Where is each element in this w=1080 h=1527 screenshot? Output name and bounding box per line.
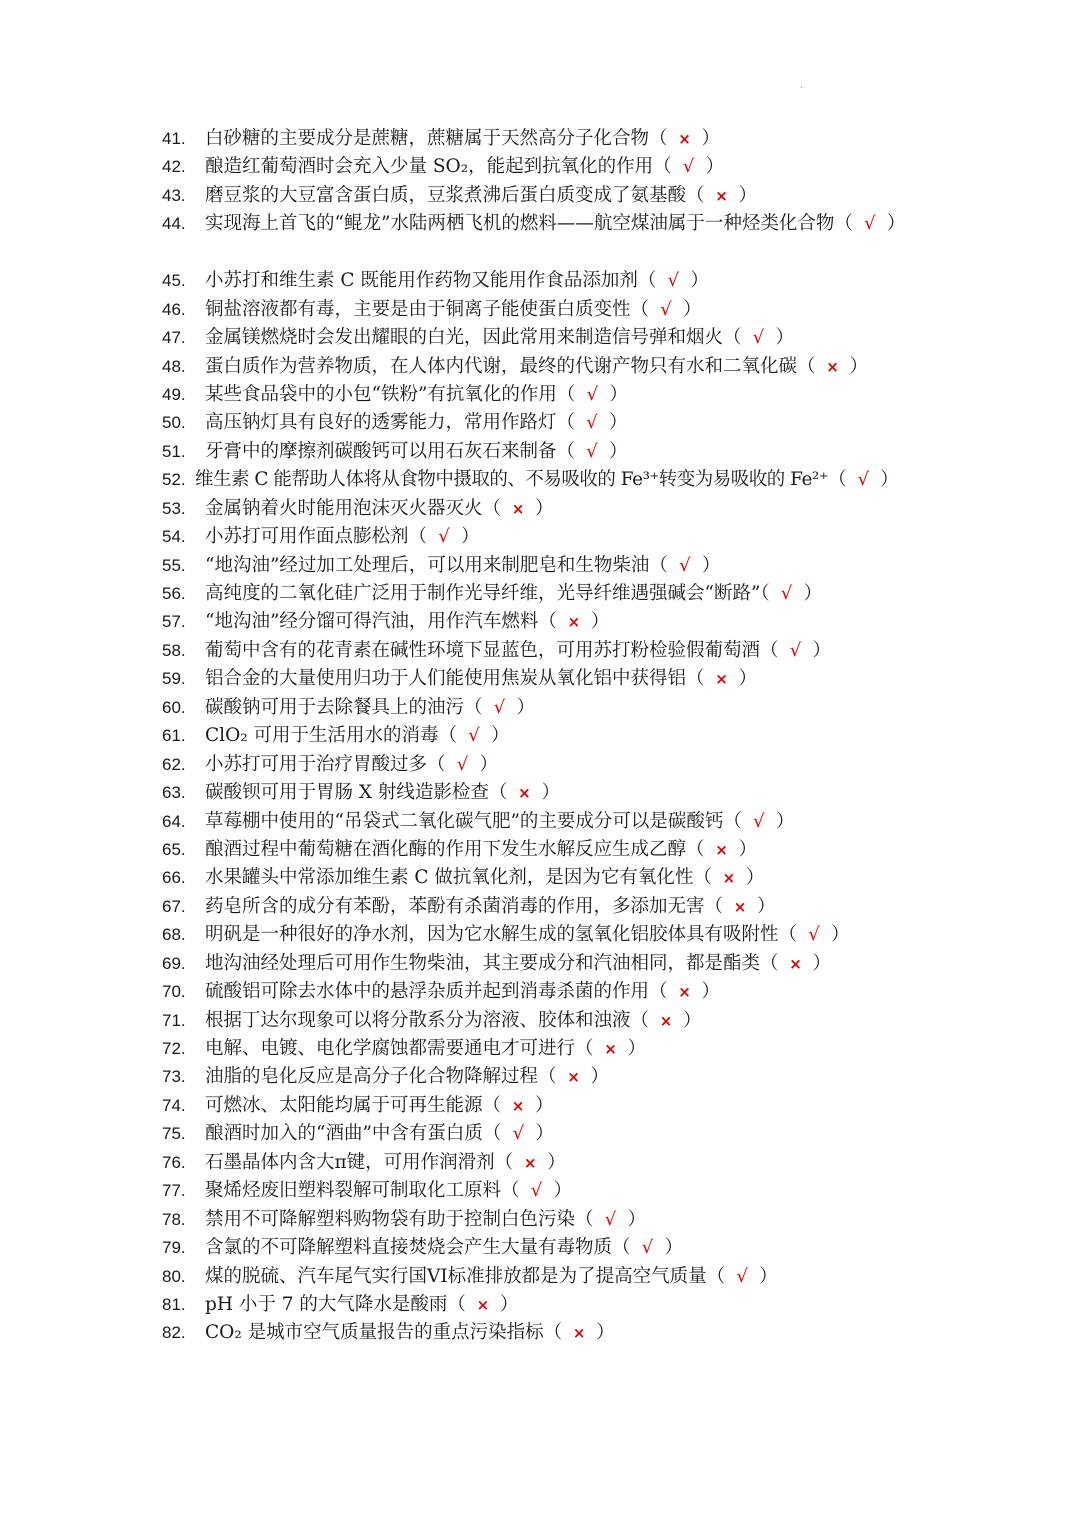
list-item — [0, 1007, 1080, 1035]
item-statement — [205, 1063, 980, 1091]
list-item — [0, 722, 1080, 750]
answer-bracket — [575, 412, 628, 433]
statement-text: 禁用不可降解塑料购物袋有助于控制白色污染（ — [205, 1208, 594, 1230]
statement-text: 某些食品袋中的小包“铁粉”有抗氧化的作用（ — [205, 383, 576, 405]
cross-mark-icon: × — [572, 1324, 586, 1343]
check-mark-icon: √ — [660, 298, 672, 320]
item-number: 46. — [162, 299, 186, 319]
close-paren: ） — [701, 554, 721, 576]
check-mark-icon: √ — [857, 469, 869, 491]
answer-bracket — [742, 811, 795, 832]
check-mark-icon: √ — [512, 1123, 525, 1145]
list-item — [0, 1149, 1080, 1177]
item-number: 44. — [162, 214, 186, 234]
answer-bracket — [466, 1294, 519, 1315]
close-paren: ） — [683, 298, 702, 320]
answer-bracket — [501, 1123, 554, 1144]
cross-mark-icon: × — [715, 186, 728, 205]
statement-text: 硫酸铝可除去水体中的悬浮杂质并起到消毒杀菌的作用（ — [205, 981, 668, 1003]
answer-bracket — [853, 213, 906, 234]
item-number: 74. — [162, 1095, 186, 1115]
cross-mark-icon: × — [523, 1153, 537, 1172]
statement-text: “地沟油”经过加工处理后，可以用来制肥皂和生物柴油（ — [205, 554, 668, 576]
statement-text: 铜盐溶液都有毒，主要是由于铜离子能使蛋白质变性（ — [205, 298, 650, 320]
close-paren: ） — [609, 412, 628, 434]
item-number: 42. — [162, 157, 186, 177]
list-item — [0, 978, 1080, 1006]
check-mark-icon: √ — [586, 412, 598, 434]
close-paren: ） — [880, 469, 899, 491]
item-number: 69. — [162, 953, 186, 973]
item-number: 82. — [162, 1323, 186, 1343]
statement-text: 小苏打和维生素 C 既能用作药物又能用作食品添加剂（ — [205, 270, 657, 292]
item-number: 45. — [162, 271, 186, 291]
item-number: 72. — [162, 1039, 186, 1059]
list-item — [0, 296, 1080, 324]
item-statement — [205, 665, 980, 693]
item-statement — [205, 409, 980, 437]
item-statement — [205, 1092, 980, 1120]
statement-text: pH 小于 7 的大气降水是酸雨（ — [205, 1293, 466, 1315]
cross-mark-icon: × — [567, 613, 581, 632]
statement-text: 含氯的不可降解塑料直接焚烧会产生大量有毒物质（ — [205, 1237, 631, 1259]
answer-bracket — [846, 469, 898, 490]
statement-text: 聚烯烃废旧塑料裂解可制取化工原料（ — [205, 1180, 520, 1202]
answer-bracket — [513, 1152, 566, 1173]
check-mark-icon: √ — [789, 639, 802, 661]
item-number: 75. — [162, 1124, 186, 1144]
item-number: 50. — [162, 413, 186, 433]
close-paren: ） — [547, 1151, 566, 1173]
statement-text: “地沟油”经分馏可得汽油，用作汽车燃料（ — [205, 611, 557, 633]
page-corner-mark: . — [800, 80, 803, 91]
statement-text: 白砂糖的主要成分是蔗糖，蔗糖属于天然高分子化合物（ — [205, 128, 668, 149]
item-number: 79. — [162, 1238, 186, 1258]
item-statement — [205, 153, 980, 181]
statement-text: 葡萄中含有的花青素在碱性环境下显蓝色，可用苏打粉检验假葡萄酒（ — [205, 639, 779, 661]
item-statement — [205, 125, 980, 153]
answer-bracket — [779, 953, 832, 974]
statement-text: 高纯度的二氧化硅广泛用于制作光导纤维，光导纤维遇强碱会“断路”（ — [205, 583, 770, 605]
item-number: 66. — [162, 868, 186, 888]
answer-bracket — [705, 185, 758, 206]
item-number: 67. — [162, 896, 186, 916]
answer-bracket — [723, 896, 776, 917]
answer-bracket — [446, 754, 499, 775]
list-item — [0, 438, 1080, 466]
list-item — [0, 864, 1080, 892]
list-item — [0, 921, 1080, 949]
answer-bracket — [797, 924, 850, 945]
item-statement — [205, 1234, 980, 1262]
close-paren: ） — [664, 1237, 684, 1259]
check-mark-icon: √ — [604, 1208, 617, 1230]
close-paren: ） — [491, 725, 510, 747]
close-paren: ） — [590, 1066, 610, 1088]
statement-text: 明矾是一种很好的净水剂，因为它水解生成的氢氧化铝胶体具有吸附性（ — [205, 924, 798, 946]
answer-bracket — [594, 1209, 647, 1230]
close-paren: ） — [738, 184, 758, 206]
item-statement — [205, 1035, 980, 1063]
item-statement — [205, 808, 980, 836]
close-paren: ） — [812, 952, 832, 974]
statement-text: 煤的脱硫、汽车尾气实行国VI标准排放都是为了提高空气质量（ — [205, 1265, 726, 1287]
close-paren: ） — [609, 383, 628, 405]
check-mark-icon: √ — [456, 753, 469, 775]
answer-bracket — [705, 839, 758, 860]
answer-bracket — [557, 1066, 610, 1087]
statement-text: 水果罐头中常添加维生素 C 做抗氧化剂，是因为它有氧化性（ — [205, 867, 712, 889]
item-statement — [205, 523, 980, 551]
close-paren: ） — [461, 526, 480, 548]
cross-mark-icon: × — [789, 954, 802, 973]
item-statement — [205, 608, 980, 636]
close-paren: ） — [705, 156, 725, 178]
item-number: 54. — [162, 527, 186, 547]
cross-mark-icon: × — [678, 130, 691, 148]
item-statement — [205, 381, 980, 409]
list-item — [0, 1234, 1080, 1262]
close-paren: ） — [738, 838, 758, 860]
list-item — [0, 495, 1080, 523]
item-number: 52. — [162, 470, 186, 490]
item-statement — [205, 1120, 980, 1148]
cross-mark-icon: × — [604, 1040, 617, 1059]
item-statement — [205, 324, 980, 352]
item-statement — [205, 694, 980, 722]
check-mark-icon: √ — [641, 1237, 654, 1259]
statement-text: 实现海上首飞的“鲲龙”水陆两栖飞机的燃料——航空煤油属于一种烃类化合物（ — [205, 213, 853, 235]
close-paren: ） — [738, 668, 758, 690]
list-item — [0, 1263, 1080, 1291]
statement-text: 油脂的皂化反应是高分子化合物降解过程（ — [205, 1066, 557, 1088]
item-number: 43. — [162, 185, 186, 205]
item-number: 70. — [162, 982, 186, 1002]
list-item — [0, 1177, 1080, 1205]
check-mark-icon: √ — [530, 1180, 543, 1202]
statement-text: 磨豆浆的大豆富含蛋白质，豆浆煮沸后蛋白质变成了氨基酸（ — [205, 184, 705, 206]
item-statement — [205, 836, 980, 864]
cross-mark-icon: × — [518, 784, 531, 803]
check-mark-icon: √ — [808, 924, 820, 946]
item-number: 56. — [162, 584, 186, 604]
answer-bracket — [483, 697, 536, 718]
item-statement — [205, 1206, 980, 1234]
statement-text: 草莓棚中使用的“吊袋式二氧化碳气肥”的主要成分可以是碳酸钙（ — [205, 810, 742, 832]
statement-text: 蛋白质作为营养物质，在人体内代谢，最终的代谢产物只有水和二氧化碳（ — [205, 355, 816, 377]
check-mark-icon: √ — [682, 156, 695, 178]
check-mark-icon: √ — [667, 270, 680, 292]
answer-bracket — [594, 1038, 647, 1059]
item-number: 64. — [162, 811, 186, 831]
statement-text: 小苏打可用作面点膨松剂（ — [205, 526, 428, 548]
item-statement — [205, 353, 980, 381]
answer-bracket — [816, 356, 869, 377]
list-item — [0, 608, 1080, 636]
answer-bracket — [649, 299, 702, 320]
question-list — [0, 125, 1080, 1348]
close-paren: ） — [499, 1293, 519, 1315]
item-number: 65. — [162, 839, 186, 859]
list-item — [0, 1319, 1080, 1347]
list-item — [0, 950, 1080, 978]
answer-bracket — [656, 270, 709, 291]
answer-bracket — [575, 384, 628, 405]
cross-mark-icon: × — [826, 357, 839, 376]
statement-text: 石墨晶体内含大π键，可用作润滑剂（ — [205, 1151, 514, 1173]
answer-bracket — [427, 526, 480, 547]
list-item — [0, 210, 1080, 267]
close-paren: ） — [803, 583, 823, 605]
close-paren: ） — [886, 213, 906, 235]
list-item — [0, 324, 1080, 352]
list-item — [0, 580, 1080, 608]
statement-text: 酿造红葡萄酒时会充入少量 SO₂，能起到抗氧化的作用（ — [205, 156, 672, 178]
answer-bracket — [649, 1010, 702, 1031]
list-item — [0, 1291, 1080, 1319]
item-statement — [205, 950, 980, 978]
close-paren: ） — [516, 696, 536, 718]
list-item — [0, 751, 1080, 779]
statement-text: 碳酸钠可用于去除餐具上的油污（ — [205, 696, 483, 718]
item-number: 76. — [162, 1152, 186, 1172]
cross-mark-icon: × — [476, 1295, 490, 1314]
answer-bracket — [668, 128, 721, 149]
item-number: 59. — [162, 669, 186, 689]
statement-text: 根据丁达尔现象可以将分散系分为溶液、胶体和浊液（ — [205, 1009, 650, 1031]
cross-mark-icon: × — [659, 1011, 673, 1030]
item-number: 78. — [162, 1209, 186, 1229]
list-item — [0, 1035, 1080, 1063]
answer-bracket — [557, 611, 610, 632]
close-paren: ） — [701, 981, 721, 1003]
cross-mark-icon: × — [715, 670, 728, 689]
item-statement — [205, 1291, 980, 1319]
close-paren: ） — [775, 327, 795, 349]
answer-bracket — [501, 498, 554, 519]
check-mark-icon: √ — [438, 526, 450, 548]
item-statement — [205, 779, 980, 807]
close-paren: ） — [627, 1208, 647, 1230]
answer-bracket — [668, 981, 721, 1002]
check-mark-icon: √ — [753, 810, 765, 832]
statement-text: 酿酒时加入的“酒曲”中含有蛋白质（ — [205, 1123, 502, 1145]
statement-text: ClO₂ 可用于生活用水的消毒（ — [205, 725, 458, 747]
list-item — [0, 125, 1080, 153]
list-item — [0, 466, 1080, 494]
item-statement — [195, 466, 980, 494]
item-number: 41. — [162, 129, 186, 148]
answer-bracket — [562, 1322, 615, 1343]
list-item — [0, 1120, 1080, 1148]
item-number: 51. — [162, 441, 186, 461]
list-item — [0, 182, 1080, 210]
answer-bracket — [501, 1095, 554, 1116]
item-statement — [205, 552, 980, 580]
check-mark-icon: √ — [586, 440, 598, 462]
cross-mark-icon: × — [567, 1068, 580, 1087]
answer-bracket — [668, 555, 721, 576]
list-item — [0, 1092, 1080, 1120]
item-number: 61. — [162, 726, 186, 746]
close-paren: ） — [596, 1322, 615, 1344]
check-mark-icon: √ — [468, 725, 480, 747]
answer-bracket — [507, 782, 560, 803]
item-statement — [205, 210, 940, 238]
list-item — [0, 552, 1080, 580]
cross-mark-icon: × — [678, 983, 691, 1002]
item-number: 57. — [162, 612, 186, 632]
list-item — [0, 808, 1080, 836]
close-paren: ） — [590, 611, 610, 633]
item-statement — [205, 1263, 980, 1291]
item-statement — [205, 722, 980, 750]
close-paren: ） — [627, 1038, 647, 1060]
list-item — [0, 153, 1080, 181]
item-number: 60. — [162, 697, 186, 717]
answer-bracket — [712, 867, 765, 888]
item-number: 77. — [162, 1181, 186, 1201]
close-paren: ） — [541, 782, 560, 804]
statement-text: 可燃冰、太阳能均属于可再生能源（ — [205, 1094, 502, 1116]
statement-text: 金属镁燃烧时会发出耀眼的白光，因此常用来制造信号弹和烟火（ — [205, 327, 742, 349]
item-number: 49. — [162, 384, 186, 404]
answer-bracket — [770, 583, 823, 604]
statement-text: 铝合金的大量使用归功于人们能使用焦炭从氧化铝中获得铝（ — [205, 668, 705, 690]
item-statement — [205, 1319, 980, 1347]
statement-text: 小苏打可用于治疗胃酸过多（ — [205, 753, 446, 775]
cross-mark-icon: × — [715, 840, 728, 859]
cross-mark-icon: × — [722, 869, 736, 888]
cross-mark-icon: × — [511, 499, 525, 518]
item-statement — [205, 864, 980, 892]
statement-text: 碳酸钡可用于胃肠 X 射线造影检查（ — [205, 782, 508, 804]
list-item — [0, 694, 1080, 722]
item-statement — [205, 1177, 980, 1205]
close-paren: ） — [849, 355, 869, 377]
answer-bracket — [705, 668, 758, 689]
statement-text: 金属钠着火时能用泡沫灭火器灭火（ — [205, 497, 502, 519]
item-statement — [205, 267, 980, 295]
item-number: 58. — [162, 640, 186, 660]
item-statement — [205, 1007, 980, 1035]
close-paren: ） — [759, 1265, 778, 1287]
close-paren: ） — [553, 1180, 573, 1202]
check-mark-icon: √ — [752, 327, 765, 349]
item-statement — [205, 921, 980, 949]
close-paren: ） — [757, 895, 776, 917]
close-paren: ） — [683, 1009, 702, 1031]
statement-text: 维生素 C 能帮助人体将从食物中摄取的、不易吸收的 Fe³⁺转变为易吸收的 Fe²⁺（ — [195, 469, 847, 491]
list-item — [0, 409, 1080, 437]
check-mark-icon: √ — [864, 213, 876, 235]
item-statement — [205, 1149, 980, 1177]
statement-text: CO₂ 是城市空气质量报告的重点污染指标（ — [205, 1322, 563, 1344]
item-statement — [205, 495, 980, 523]
statement-text: 地沟油经处理后可用作生物柴油，其主要成分和汽油相同，都是酯类（ — [205, 952, 779, 974]
close-paren: ） — [812, 639, 832, 661]
item-number: 47. — [162, 328, 186, 348]
item-number: 80. — [162, 1266, 186, 1286]
item-number: 62. — [162, 754, 186, 774]
statement-text: 高压钠灯具有良好的透雾能力，常用作路灯（ — [205, 412, 576, 434]
list-item — [0, 779, 1080, 807]
close-paren: ） — [775, 810, 795, 832]
list-item — [0, 1063, 1080, 1091]
list-item — [0, 665, 1080, 693]
check-mark-icon: √ — [679, 554, 691, 576]
statement-text: 酿酒过程中葡萄糖在酒化酶的作用下发生水解反应生成乙醇（ — [205, 838, 705, 860]
answer-bracket — [742, 327, 795, 348]
item-statement — [205, 893, 980, 921]
item-number: 63. — [162, 783, 186, 803]
close-paren: ） — [690, 270, 709, 292]
close-paren: ） — [609, 440, 628, 462]
item-number: 73. — [162, 1067, 186, 1087]
item-number: 81. — [162, 1294, 186, 1314]
answer-bracket — [520, 1180, 573, 1201]
list-item — [0, 1206, 1080, 1234]
cross-mark-icon: × — [733, 897, 747, 916]
close-paren: ） — [745, 867, 765, 889]
close-paren: ） — [535, 497, 554, 519]
list-item — [0, 637, 1080, 665]
check-mark-icon: √ — [493, 696, 506, 718]
check-mark-icon: √ — [736, 1265, 748, 1287]
item-statement — [205, 438, 980, 466]
item-statement — [205, 751, 980, 779]
answer-bracket — [575, 441, 628, 462]
cross-mark-icon: × — [511, 1096, 525, 1115]
check-mark-icon: √ — [586, 383, 599, 405]
answer-bracket — [779, 640, 832, 661]
item-statement — [205, 296, 980, 324]
list-item — [0, 381, 1080, 409]
answer-bracket — [672, 156, 725, 177]
item-number: 48. — [162, 356, 186, 376]
item-statement — [205, 182, 980, 210]
list-item — [0, 836, 1080, 864]
close-paren: ） — [479, 753, 499, 775]
close-paren: ） — [535, 1094, 554, 1116]
item-number: 53. — [162, 498, 186, 518]
item-number: 71. — [162, 1010, 186, 1030]
item-statement — [205, 637, 980, 665]
list-item — [0, 267, 1080, 295]
answer-bracket — [725, 1266, 778, 1287]
list-item — [0, 893, 1080, 921]
list-item — [0, 523, 1080, 551]
answer-bracket — [457, 725, 510, 746]
item-number: 55. — [162, 555, 186, 575]
item-number: 68. — [162, 925, 186, 945]
statement-text: 药皂所含的成分有苯酚，苯酚有杀菌消毒的作用，多添加无害（ — [205, 895, 724, 917]
statement-text: 牙膏中的摩擦剂碳酸钙可以用石灰石来制备（ — [205, 440, 576, 462]
close-paren: ） — [535, 1123, 554, 1145]
list-item — [0, 353, 1080, 381]
statement-text: 电解、电镀、电化学腐蚀都需要通电才可进行（ — [205, 1038, 594, 1060]
item-statement — [205, 580, 980, 608]
answer-bracket — [631, 1237, 684, 1258]
item-statement — [205, 978, 980, 1006]
close-paren: ） — [701, 128, 721, 149]
check-mark-icon: √ — [780, 583, 793, 605]
close-paren: ） — [831, 924, 850, 946]
